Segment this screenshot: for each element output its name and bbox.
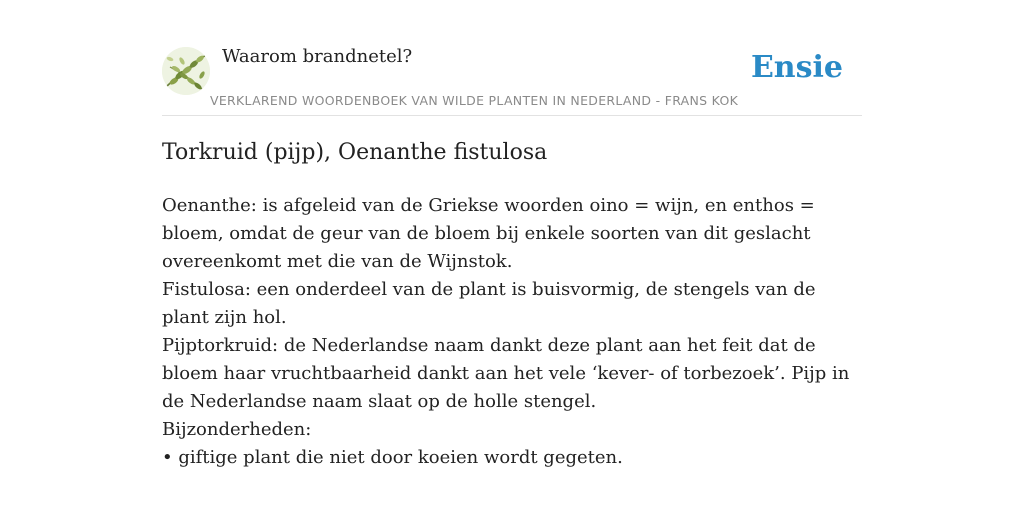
site-logo-avatar[interactable] <box>162 47 210 95</box>
dictionary-subtitle: VERKLAREND WOORDENBOEK VAN WILDE PLANTEN IN NEDERLAND - FRANS KOK <box>210 93 739 108</box>
list-item-giftig: • giftige plant die niet door koeien wordt gegeten. <box>162 447 623 468</box>
plant-leaves-icon <box>162 47 210 95</box>
entry-title: Torkruid (pijp), Oenanthe fistulosa <box>162 140 548 165</box>
site-title-link[interactable]: Waarom brandnetel? <box>222 46 413 67</box>
paragraph-fistulosa: Fistulosa: een onderdeel van de plant is buisvormig, de stengels van de plant zijn hol. <box>162 279 816 328</box>
paragraph-pijptorkruid: Pijptorkruid: de Nederlandse naam dankt deze plant aan het feit dat de bloem haar vruchtbaarheid dankt aan het vele ‘kever- of torbezoek’. Pijp in de Nederlandse naam slaat op de holle stengel. <box>162 335 850 412</box>
entry-body <box>162 192 867 472</box>
paragraph-oenanthe: Oenanthe: is afgeleid van de Griekse woorden oino = wijn, en enthos = bloem, omdat de geur van de bloem bij enkele soorten van dit geslacht overeenkomt met die van de Wijnstok. <box>162 195 815 272</box>
header-divider <box>162 115 862 116</box>
paragraph-bijzonderheden: Bijzonderheden: <box>162 419 312 440</box>
ensie-brand-logo[interactable]: Ensie <box>750 50 843 85</box>
